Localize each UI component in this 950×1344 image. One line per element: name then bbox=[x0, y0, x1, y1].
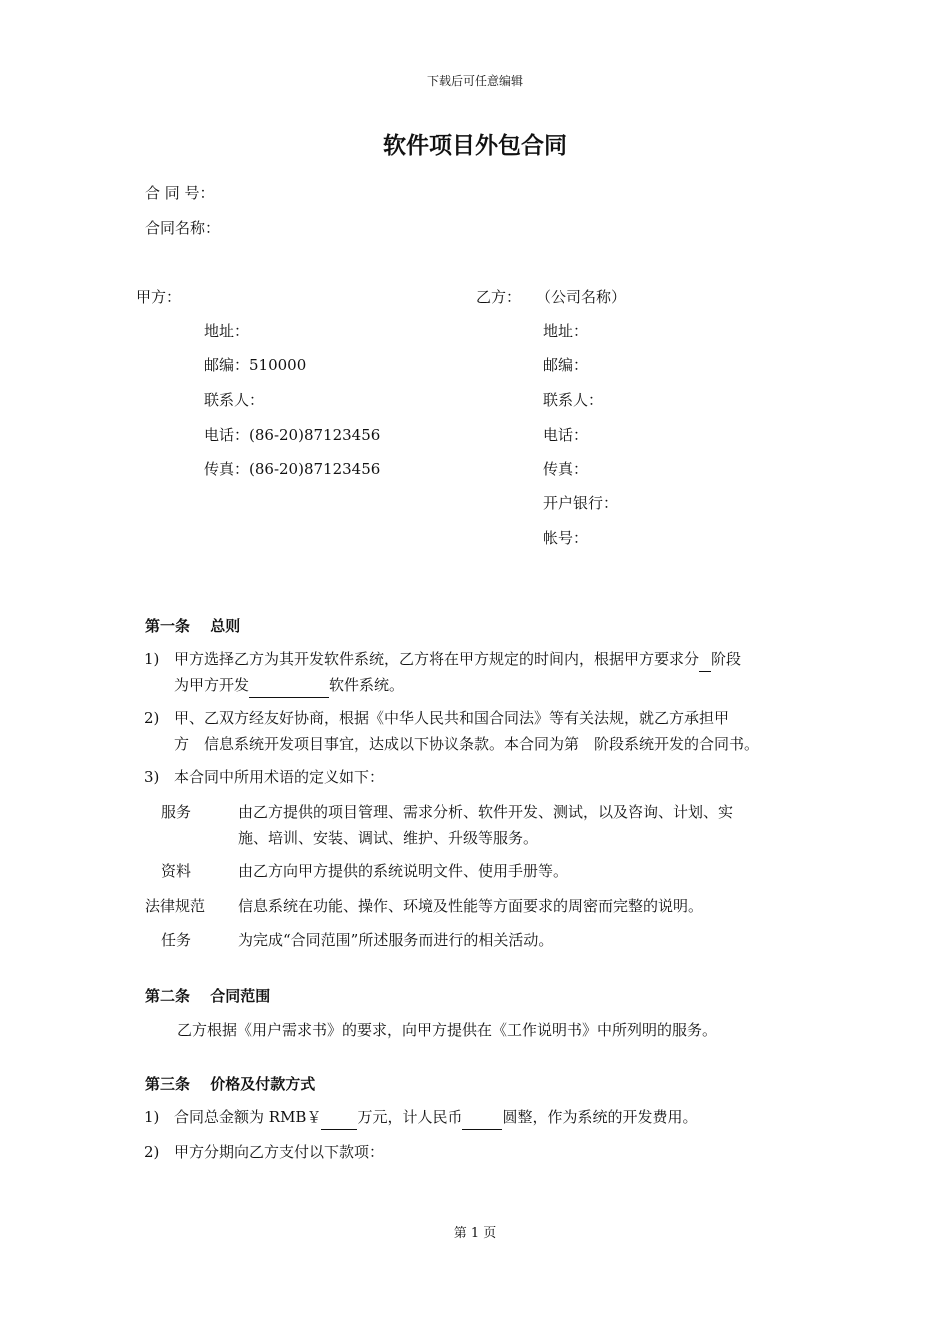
party-b-company: （公司名称） bbox=[536, 288, 627, 306]
party-b-label: 乙方： bbox=[476, 288, 522, 306]
party-a-label: 甲方： bbox=[136, 288, 182, 306]
party-a-phone: 电话：(86-20)87123456 bbox=[204, 426, 381, 444]
page-footer: 第 1 页 bbox=[453, 1226, 497, 1241]
blank-underline bbox=[249, 679, 329, 698]
blank-underline bbox=[462, 1111, 502, 1130]
article3-item1-b: 万元，计人民币 bbox=[357, 1108, 463, 1126]
item-number: 3) bbox=[144, 768, 160, 786]
article3-heading: 第三条 价格及付款方式 bbox=[145, 1075, 316, 1093]
article1-item1-line2 bbox=[174, 672, 404, 698]
article1-item3-text: 本合同中所用术语的定义如下： bbox=[174, 768, 385, 786]
term-name: 服务 bbox=[161, 803, 192, 821]
article3-item1-line bbox=[174, 1104, 697, 1130]
term-definition-cont: 施、培训、安装、调试、维护、升级等服务。 bbox=[238, 829, 539, 847]
party-b-address: 地址： bbox=[543, 322, 589, 340]
contract-name-label: 合同名称： bbox=[145, 219, 221, 237]
article2-heading: 第二条 合同范围 bbox=[145, 987, 271, 1005]
term-definition: 由乙方向甲方提供的系统说明文件、使用手册等。 bbox=[238, 862, 569, 880]
term-name: 资料 bbox=[161, 862, 192, 880]
item-number: 2) bbox=[144, 709, 160, 727]
party-b-fax: 传真： bbox=[543, 460, 589, 478]
blank-underline bbox=[699, 653, 711, 672]
party-a-fax: 传真：(86-20)87123456 bbox=[204, 460, 381, 478]
article1-item1-post: 软件系统。 bbox=[329, 676, 405, 694]
party-b-phone: 电话： bbox=[543, 426, 589, 444]
article3-item1-c: 圆整，作为系统的开发费用。 bbox=[502, 1108, 698, 1126]
article1-item1-end: 阶段 bbox=[711, 650, 742, 668]
article1-item1-text: 甲方选择乙方为其开发软件系统，乙方将在甲方规定的时间内，根据甲方要求分 bbox=[174, 650, 700, 668]
article1-item2-line2: 方 信息系统开发项目事宜，达成以下协议条款。本合同为第 阶段系统开发的合同书。 bbox=[174, 735, 760, 753]
article1-item2-line1: 甲、乙双方经友好协商，根据《中华人民共和国合同法》等有关法规，就乙方承担甲 bbox=[174, 709, 730, 727]
party-a-postcode: 邮编：510000 bbox=[204, 356, 307, 374]
party-b-postcode: 邮编： bbox=[543, 356, 589, 374]
contract-number-label: 合 同 号： bbox=[145, 184, 215, 202]
document-title: 软件项目外包合同 bbox=[383, 132, 567, 159]
term-definition: 由乙方提供的项目管理、需求分析、软件开发、测试，以及咨询、计划、实 bbox=[238, 803, 734, 821]
party-b-contact: 联系人： bbox=[543, 391, 604, 409]
term-name: 法律规范 bbox=[145, 897, 206, 915]
item-number: 2) bbox=[144, 1143, 160, 1161]
article1-heading: 第一条 总则 bbox=[145, 617, 241, 635]
article1-item1-line1 bbox=[174, 646, 741, 672]
term-definition: 信息系统在功能、操作、环境及性能等方面要求的周密而完整的说明。 bbox=[238, 897, 704, 915]
page-header: 下载后可任意编辑 bbox=[426, 74, 523, 88]
party-b-bank: 开户银行： bbox=[543, 494, 619, 512]
term-definition: 为完成“合同范围”所述服务而进行的相关活动。 bbox=[238, 931, 554, 949]
article1-item2 bbox=[144, 705, 824, 757]
party-a-contact: 联系人： bbox=[204, 391, 265, 409]
article1-item1-pre: 为甲方开发 bbox=[174, 676, 250, 694]
party-b-account: 帐号： bbox=[543, 529, 589, 547]
item-number: 1) bbox=[144, 1108, 160, 1126]
article3-item2-text: 甲方分期向乙方支付以下款项： bbox=[174, 1143, 385, 1161]
party-a-address: 地址： bbox=[204, 322, 250, 340]
item-number: 1) bbox=[144, 650, 160, 668]
term-name: 任务 bbox=[161, 931, 192, 949]
article3-item1-a: 合同总金额为 RMB￥ bbox=[174, 1108, 322, 1126]
blank-underline bbox=[321, 1111, 357, 1130]
article1-item1 bbox=[144, 646, 824, 698]
article2-text: 乙方根据《用户需求书》的要求，向甲方提供在《工作说明书》中所列明的服务。 bbox=[177, 1021, 718, 1039]
